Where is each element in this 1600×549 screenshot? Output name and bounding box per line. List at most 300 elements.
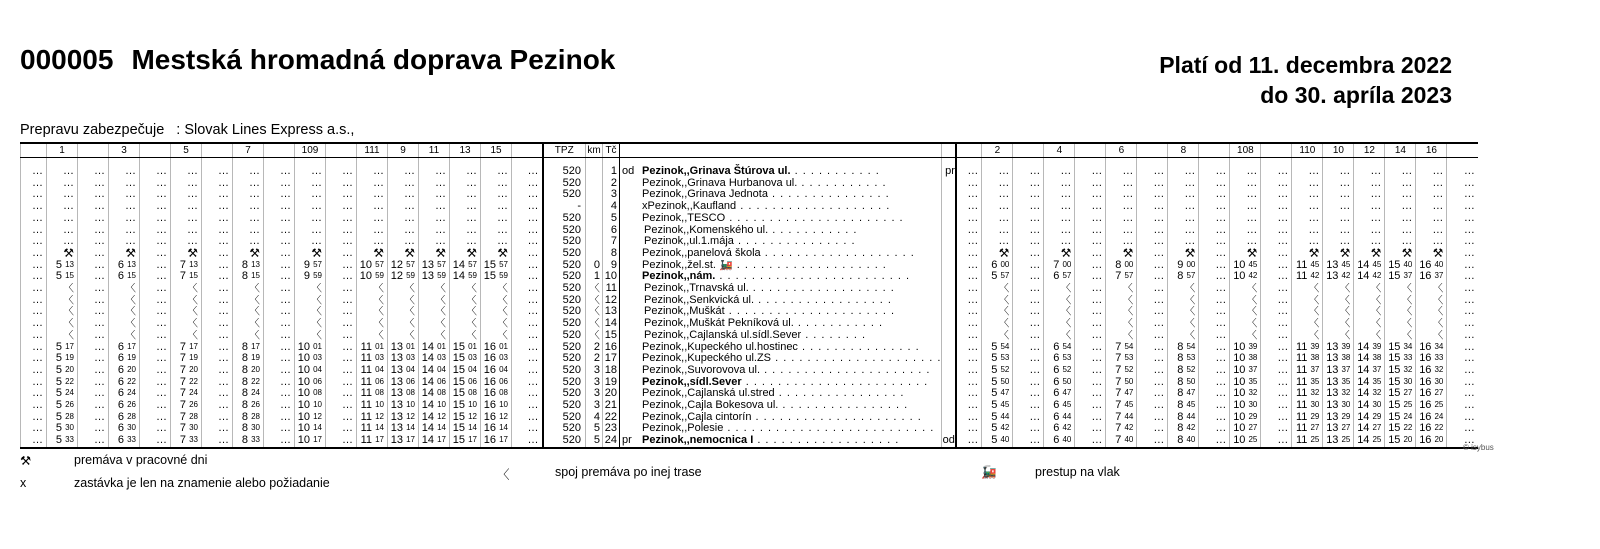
tariff-zone: - [543,201,586,213]
departure-time: … [202,225,233,237]
departure-time: … [295,158,326,178]
departure-time: … [1199,330,1230,342]
leader-dots: . . . . . . . . . . . . . . . . . . . . . [724,306,896,318]
departure-time: … [1137,201,1168,213]
departure-time: 11 $^{14}$ [357,423,388,435]
trip-number-header: 14 [1385,143,1416,158]
departure-time: 9 $^{00}$ [1168,260,1199,272]
departure-time: 16 $^{12}$ [481,412,512,424]
departure-time: … [140,248,171,260]
departure-time: … [512,330,543,342]
departure-time: … [1199,377,1230,389]
distance-km: 2 [586,353,603,365]
departure-time: … [78,201,109,213]
departure-time: … [21,236,47,248]
departure-time: 7 $^{30}$ [171,423,202,435]
departure-time: … [264,225,295,237]
leader-dots: . . . . . . . . . . . . . . . . . . [748,283,895,295]
departure-time: 7 $^{53}$ [1106,353,1137,365]
departure-time: 13 $^{45}$ [1323,260,1354,272]
departure-time: … [1075,412,1106,424]
distance-km: 1 [586,271,603,283]
bracket-icon: 〈 [171,295,202,307]
departure-time: … [78,342,109,354]
departure-time: … [1075,178,1106,190]
departure-time: … [326,189,357,201]
end-flag [942,388,956,400]
departure-time: 10 $^{37}$ [1230,365,1261,377]
departure-time: … [78,260,109,272]
distance-km: 〈 [586,330,603,342]
departure-time: 16 $^{40}$ [1416,260,1447,272]
departure-time: … [1354,178,1385,190]
departure-time: 16 $^{08}$ [481,388,512,400]
trip-number-header [140,143,171,158]
stop-number: 16 [603,342,620,354]
departure-time: 10 $^{27}$ [1230,423,1261,435]
departure-time: 11 $^{29}$ [1292,412,1323,424]
stop-name: Pezinok,,Suvorovova ul. [642,364,761,376]
departure-time: 10 $^{12}$ [295,412,326,424]
departure-time: … [1044,178,1075,190]
bracket-icon: 〈 [481,306,512,318]
departure-time: … [512,388,543,400]
departure-time: 10 $^{38}$ [1230,353,1261,365]
departure-time: … [1292,178,1323,190]
distance-km [586,201,603,213]
departure-time: … [1013,342,1044,354]
departure-time: … [202,435,233,448]
departure-time: 5 $^{30}$ [47,423,78,435]
distance-km: 2 [586,342,603,354]
departure-time: … [357,201,388,213]
bracket-icon: 〈 [388,306,419,318]
departure-time: 13 $^{10}$ [388,400,419,412]
departure-time: 13 $^{30}$ [1323,400,1354,412]
stop-name: Pezinok,,ul.1.mája [644,236,734,248]
departure-time: … [140,201,171,213]
stop-name-cell [620,271,942,283]
departure-time: … [1323,189,1354,201]
departure-time: 10 $^{42}$ [1230,271,1261,283]
trip-number-header: 15 [481,143,512,158]
departure-time: 13 $^{35}$ [1323,377,1354,389]
leader-dots: . . . . . . . . . . . . . . . . . [754,294,892,306]
departure-time: … [326,158,357,178]
timetable [20,142,1478,449]
stop-name: Pezinok,,panelová škola [642,247,761,259]
departure-time: … [47,236,78,248]
departure-time: … [1075,306,1106,318]
departure-time: … [1137,271,1168,283]
departure-time: … [21,400,47,412]
departure-time: … [140,306,171,318]
departure-time: … [264,158,295,178]
departure-time: … [1075,377,1106,389]
departure-time: … [1447,189,1478,201]
stop-name-cell [620,353,942,365]
bracket-icon: 〈 [1416,306,1447,318]
departure-time: 7 $^{57}$ [1106,271,1137,283]
departure-time: 14 $^{45}$ [1354,260,1385,272]
departure-time: … [1044,189,1075,201]
bracket-icon: 〈 [1044,306,1075,318]
departure-time: … [1323,201,1354,213]
departure-time: 15 $^{32}$ [1385,365,1416,377]
departure-time: … [1137,158,1168,178]
stop-name: Pezinok,,Cajla Bokesova ul. [642,400,779,412]
departure-time: … [1261,295,1292,307]
departure-time: 6 $^{20}$ [109,365,140,377]
trip-number-header: 6 [1106,143,1137,158]
departure-time: 10 $^{06}$ [295,377,326,389]
departure-time: … [1261,412,1292,424]
departure-time: … [1261,365,1292,377]
end-flag [942,189,956,201]
departure-time: … [512,213,543,225]
departure-time: 14 $^{08}$ [419,388,450,400]
departure-time: … [140,423,171,435]
departure-time: … [326,271,357,283]
departure-time: … [1199,318,1230,330]
bracket-icon: 〈 [1292,330,1323,342]
departure-time: 16 $^{17}$ [481,435,512,448]
departure-time: … [1385,213,1416,225]
end-flag: pr [942,158,956,178]
trip-number-header [21,143,47,158]
departure-time: 15 $^{12}$ [450,412,481,424]
departure-time: … [1447,225,1478,237]
departure-time: … [1137,295,1168,307]
departure-time: 11 $^{37}$ [1292,365,1323,377]
departure-time: 5 $^{42}$ [982,423,1013,435]
departure-time: … [264,435,295,448]
departure-time: … [1261,342,1292,354]
departure-time: … [264,412,295,424]
departure-time: … [1292,225,1323,237]
bracket-icon: 〈 [982,306,1013,318]
bracket-icon: 〈 [388,318,419,330]
departure-time: … [450,158,481,178]
departure-time: 6 $^{17}$ [109,342,140,354]
departure-time: 12 $^{59}$ [388,271,419,283]
departure-time: 14 $^{38}$ [1354,353,1385,365]
departure-time: 5 $^{40}$ [982,435,1013,448]
leader-dots: . . . . . . . . . . . . . . . . [778,400,909,412]
departure-time: … [982,225,1013,237]
departure-time: … [512,365,543,377]
stop-name-cell [620,423,942,435]
distance-km [586,178,603,190]
bracket-icon: 〈 [450,318,481,330]
departure-time: … [1416,225,1447,237]
bracket-icon: 〈 [1168,295,1199,307]
validity [1159,50,1452,110]
departure-time: … [1447,283,1478,295]
departure-time: … [171,201,202,213]
distance-km: 〈 [586,295,603,307]
departure-time: … [264,377,295,389]
departure-time: 15 $^{33}$ [1385,353,1416,365]
end-flag [942,377,956,389]
stop-number: 11 [603,283,620,295]
end-flag [942,283,956,295]
departure-time: … [21,377,47,389]
bracket-icon: 〈 [1168,330,1199,342]
departure-time: … [1168,189,1199,201]
departure-time: … [1199,400,1230,412]
departure-time: … [357,213,388,225]
departure-time: 13 $^{57}$ [419,260,450,272]
departure-time: … [326,283,357,295]
stop-number: 3 [603,189,620,201]
table-header-row [21,143,1478,158]
departure-time: … [956,158,982,178]
end-flag [942,236,956,248]
departure-time: … [1075,236,1106,248]
departure-time: … [1137,260,1168,272]
departure-time: … [78,306,109,318]
departure-time: … [21,330,47,342]
trip-number-header [1013,143,1044,158]
departure-time: 6 $^{44}$ [1044,412,1075,424]
departure-time: … [264,295,295,307]
departure-time: … [1075,201,1106,213]
table-row [21,306,1478,318]
bracket-icon: 〈 [295,295,326,307]
departure-time: 6 $^{47}$ [1044,388,1075,400]
departure-time: … [1261,248,1292,260]
departure-time: … [956,189,982,201]
departure-time: 10 $^{17}$ [295,435,326,448]
bracket-icon: 〈 [109,295,140,307]
bracket-icon: 〈 [419,295,450,307]
departure-time: … [264,342,295,354]
departure-time: … [21,213,47,225]
bracket-icon: 〈 [357,283,388,295]
departure-time: … [1323,236,1354,248]
stop-number: 2 [603,178,620,190]
departure-time: … [326,423,357,435]
departure-time: … [1447,342,1478,354]
departure-time: … [1199,260,1230,272]
departure-time: … [202,377,233,389]
departure-time: … [78,283,109,295]
departure-time: … [1261,178,1292,190]
tariff-zone: 520 [543,377,586,389]
hammers-icon: ⚒ [1168,248,1199,260]
departure-time: 8 $^{24}$ [233,388,264,400]
hammers-icon: ⚒ [1106,248,1137,260]
departure-time: 13 $^{27}$ [1323,423,1354,435]
leader-dots: . . . . . . . . . . . . . . . . . . . . . . . . [715,271,911,283]
bracket-icon: 〈 [1292,283,1323,295]
stop-name-cell [620,201,942,213]
end-flag [942,225,956,237]
departure-time: 11 $^{32}$ [1292,388,1323,400]
departure-time: … [1447,306,1478,318]
departure-time: … [233,189,264,201]
departure-time: 16 $^{25}$ [1416,400,1447,412]
departure-time: 8 $^{22}$ [233,377,264,389]
departure-time: … [1199,388,1230,400]
stop-number: 10 [603,271,620,283]
departure-time: … [202,295,233,307]
departure-time: 10 $^{57}$ [357,260,388,272]
leader-dots: . . . . . . . . . . . . . . . . . . . . . . [725,212,904,224]
departure-time: 15 $^{22}$ [1385,423,1416,435]
departure-time: 11 $^{04}$ [357,365,388,377]
departure-time: … [1137,412,1168,424]
departure-time: 6 $^{57}$ [1044,271,1075,283]
departure-time: 16 $^{04}$ [481,365,512,377]
departure-time: … [1013,318,1044,330]
stop-name-cell [620,295,942,307]
departure-time: … [1013,236,1044,248]
departure-time: 14 $^{17}$ [419,435,450,448]
leader-dots: . . . . . . . . . . . . . . . . [774,388,905,400]
departure-time: … [1447,201,1478,213]
bracket-icon: 〈 [109,318,140,330]
departure-time: … [326,178,357,190]
departure-time: 8 $^{47}$ [1168,388,1199,400]
table-row [21,158,1478,178]
departure-time: 11 $^{03}$ [357,353,388,365]
tc-header: Tč [603,143,620,158]
departure-time: 15 $^{01}$ [450,342,481,354]
departure-time: 15 $^{30}$ [1385,377,1416,389]
departure-time: … [1013,435,1044,448]
bracket-icon: 〈 [1323,306,1354,318]
departure-time: … [326,295,357,307]
bracket-icon: 〈 [1292,295,1323,307]
departure-time: 6 $^{15}$ [109,271,140,283]
departure-time: … [78,225,109,237]
departure-time: 15 $^{27}$ [1385,388,1416,400]
tariff-zone: 520 [543,213,586,225]
end-flag [942,318,956,330]
departure-time: … [982,158,1013,178]
departure-time: … [1292,158,1323,178]
bracket-icon: 〈 [47,330,78,342]
bracket-icon: 〈 [1106,283,1137,295]
bracket-icon: 〈 [1106,295,1137,307]
departure-time: … [233,178,264,190]
bracket-icon: 〈 [357,295,388,307]
bracket-icon: 〈 [295,318,326,330]
departure-time: … [47,225,78,237]
departure-time: … [1416,201,1447,213]
departure-time: 13 $^{04}$ [388,365,419,377]
departure-time: … [1447,260,1478,272]
bracket-icon: 〈 [1416,283,1447,295]
departure-time: … [1447,248,1478,260]
departure-time: … [1168,236,1199,248]
departure-time: … [1106,236,1137,248]
departure-time: … [1416,158,1447,178]
departure-time: 10 $^{01}$ [295,342,326,354]
departure-time: 11 $^{42}$ [1292,271,1323,283]
tariff-zone: 520 [543,353,586,365]
hammers-icon: ⚒ [357,248,388,260]
bracket-icon: 〈 [109,330,140,342]
departure-time: … [202,213,233,225]
table-row [21,342,1478,354]
departure-time: 6 $^{45}$ [1044,400,1075,412]
departure-time: … [1416,213,1447,225]
operator-name: : Slovak Lines Express a.s., [176,122,355,138]
departure-time: … [326,365,357,377]
departure-time: 14 $^{01}$ [419,342,450,354]
bracket-icon: 〈 [47,318,78,330]
departure-time: … [1354,158,1385,178]
departure-time: … [388,225,419,237]
departure-time: 8 $^{33}$ [233,435,264,448]
departure-time: 8 $^{13}$ [233,260,264,272]
departure-time: 7 $^{00}$ [1044,260,1075,272]
stop-name-cell [620,342,942,354]
departure-time: 7 $^{52}$ [1106,365,1137,377]
bracket-icon: 〈 [982,295,1013,307]
departure-time: 8 $^{19}$ [233,353,264,365]
departure-time: 6 $^{22}$ [109,377,140,389]
end-flag [942,306,956,318]
bracket-icon: 〈 [497,468,510,482]
departure-time: … [956,435,982,448]
departure-time: … [956,178,982,190]
hammers-icon: ⚒ [47,248,78,260]
departure-time: … [1261,423,1292,435]
departure-time: … [1416,189,1447,201]
tariff-zone: 520 [543,435,586,448]
departure-time: … [1199,283,1230,295]
departure-time: … [1168,158,1199,178]
tariff-zone: 520 [543,271,586,283]
departure-time: … [1075,189,1106,201]
departure-time: … [1354,201,1385,213]
departure-time: … [264,189,295,201]
tpz-header: TPZ [543,143,586,158]
departure-time: 16 $^{10}$ [481,400,512,412]
table-row [21,318,1478,330]
trip-number-header: 1 [47,143,78,158]
bracket-icon: 〈 [1385,306,1416,318]
departure-time: 5 $^{15}$ [47,271,78,283]
departure-time: 8 $^{45}$ [1168,400,1199,412]
table-row [21,248,1478,260]
departure-time: … [78,213,109,225]
stop-number: 24 [603,435,620,448]
departure-time: … [982,178,1013,190]
stop-number: 5 [603,213,620,225]
departure-time: … [1013,189,1044,201]
bracket-icon: 〈 [295,330,326,342]
departure-time: 14 $^{25}$ [1354,435,1385,448]
departure-time: … [1075,271,1106,283]
table-row [21,260,1478,272]
departure-time: … [21,435,47,448]
departure-time: … [956,318,982,330]
departure-time: … [326,318,357,330]
bracket-icon: 〈 [1168,283,1199,295]
stop-name-cell [620,330,942,342]
trip-number-header [78,143,109,158]
departure-time: … [1261,400,1292,412]
departure-time: 6 $^{42}$ [1044,423,1075,435]
tariff-zone: 520 [543,189,586,201]
departure-time: … [78,295,109,307]
distance-km [586,225,603,237]
